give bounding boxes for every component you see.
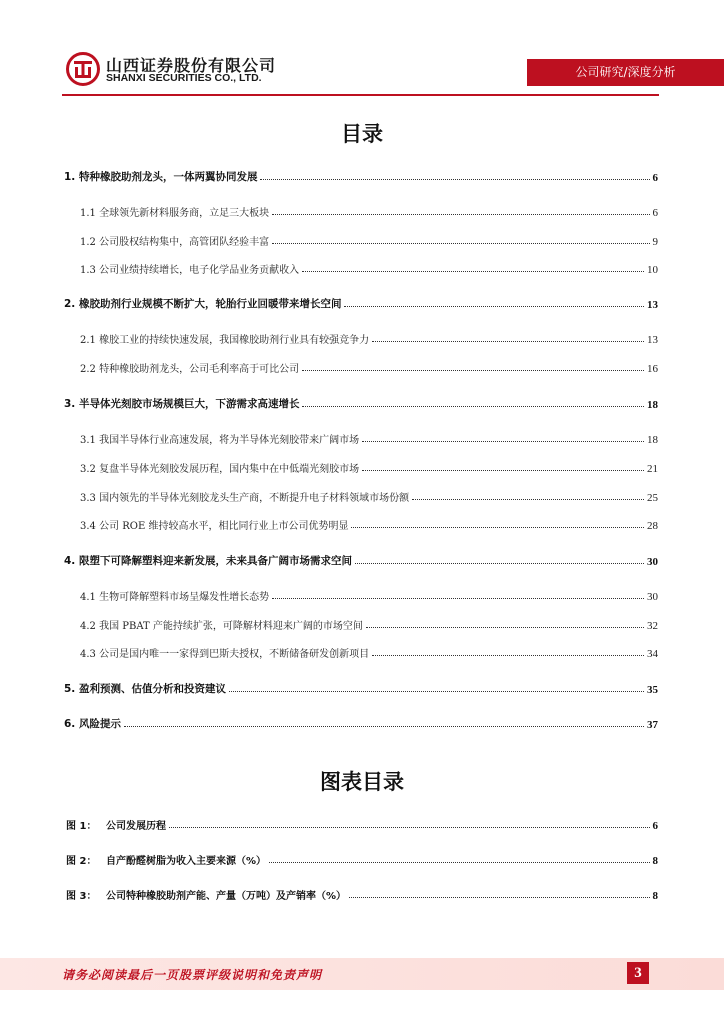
figure-toc-entry[interactable]: 图 1： 公司发展历程 6 (66, 820, 658, 832)
toc-title: 目录 (341, 122, 383, 146)
toc-entry[interactable]: 2.1 橡胶工业的持续快速发展，我国橡胶助剂行业具有较强竞争力 13 (80, 334, 658, 346)
report-type-badge: 公司研究/深度分析 (527, 59, 724, 86)
toc-entry[interactable]: 3.4 公司 ROE 维持较高水平，相比同行业上市公司优势明显 28 (80, 520, 658, 532)
toc-entry[interactable]: 2. 橡胶助剂行业规模不断扩大，轮胎行业回暖带来增长空间 13 (64, 298, 658, 311)
toc-entry[interactable]: 3.2 复盘半导体光刻胶发展历程，国内集中在中低端光刻胶市场 21 (80, 463, 658, 475)
page-header (0, 0, 724, 100)
toc-entry[interactable]: 2.2 特种橡胶助剂龙头，公司毛利率高于可比公司 16 (80, 363, 658, 375)
figure-toc-entry[interactable]: 图 3： 公司特种橡胶助剂产能、产量（万吨）及产销率（%） 8 (66, 890, 658, 902)
toc-entry[interactable]: 4. 限塑下可降解塑料迎来新发展，未来具备广阔市场需求空间 30 (64, 555, 658, 568)
shanxi-securities-logo-icon (66, 52, 100, 86)
toc-entry[interactable]: 3.3 国内领先的半导体光刻胶龙头生产商，不断提升电子材料领域市场份额 25 (80, 492, 658, 504)
toc-entry[interactable]: 3.1 我国半导体行业高速发展，将为半导体光刻胶带来广阔市场 18 (80, 434, 658, 446)
toc-entry[interactable]: 1.1 全球领先新材料服务商，立足三大板块 6 (80, 207, 658, 219)
page-number: 3 (627, 962, 649, 984)
company-name-en: SHANXI SECURITIES CO., LTD. (106, 72, 262, 84)
header-divider (62, 94, 659, 96)
toc-entry[interactable]: 3. 半导体光刻胶市场规模巨大，下游需求高速增长 18 (64, 398, 658, 411)
company-name-cn: 山西证券股份有限公司 (106, 56, 277, 75)
figure-toc-entry[interactable]: 图 2： 自产酚醛树脂为收入主要来源（%） 8 (66, 855, 658, 867)
toc-entry[interactable]: 4.3 公司是国内唯一一家得到巴斯夫授权，不断储备研发创新项目 34 (80, 648, 658, 660)
toc-entry[interactable]: 1.3 公司业绩持续增长，电子化学品业务贡献收入 10 (80, 264, 658, 276)
toc-entry[interactable]: 1.2 公司股权结构集中，高管团队经验丰富 9 (80, 236, 658, 248)
footer-disclaimer: 请务必阅读最后一页股票评级说明和免责声明 (62, 968, 323, 982)
figure-toc-title: 图表目录 (320, 770, 404, 794)
toc-entry[interactable]: 1. 特种橡胶助剂龙头，一体两翼协同发展 6 (64, 171, 658, 184)
toc-entry[interactable]: 4.1 生物可降解塑料市场呈爆发性增长态势 30 (80, 591, 658, 603)
toc-entry[interactable]: 5. 盈利预测、估值分析和投资建议 35 (64, 683, 658, 696)
toc-entry[interactable]: 6. 风险提示 37 (64, 718, 658, 731)
toc-entry[interactable]: 4.2 我国 PBAT 产能持续扩张，可降解材料迎来广阔的市场空间 32 (80, 620, 658, 632)
